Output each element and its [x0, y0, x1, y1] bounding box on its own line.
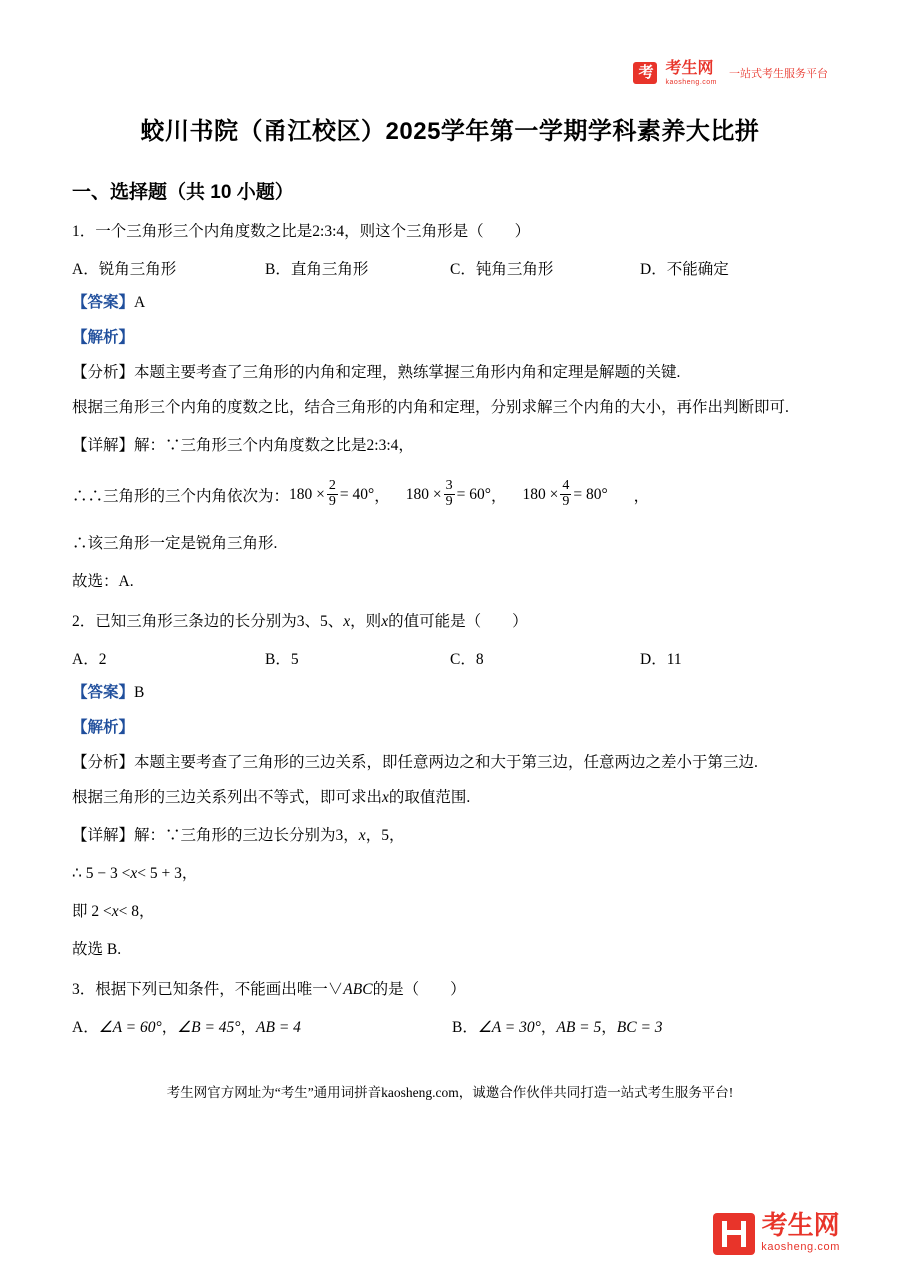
q3-optA-2: ∠B = 45° [177, 1019, 241, 1037]
q2-stem-part-a: 2．已知三角形三条边的长分别为 [72, 613, 297, 631]
q1-calc1-sep: ， [374, 488, 390, 506]
q3-optA-1: ∠A = 60° [98, 1019, 162, 1037]
logo-text [665, 61, 717, 86]
q3-optA-3: AB = 4 [256, 1019, 301, 1037]
q2-analysis-tag-line [72, 716, 828, 740]
question-2-stem [72, 610, 828, 635]
q1-fenxi-line [72, 361, 828, 385]
q1-fenxi-line-2: 根据三角形三个内角的度数之比，结合三角形的内角和定理，分别求解三个内角的大小，再作出判断即可. [72, 399, 789, 417]
q3-option-a[interactable] [72, 1015, 452, 1037]
q3-optB-s1: ， [540, 1019, 557, 1037]
q1-xiangjie-line [72, 434, 828, 458]
q2-vals-x: x [358, 827, 366, 845]
q3-optB-2: AB = 5 [556, 1019, 602, 1037]
q2-ineq1-b: < 5 + 3， [137, 865, 198, 883]
q1-calculation-row [72, 480, 828, 510]
q3-stem-part-b: 的是（ ） [372, 981, 466, 999]
q3-option-b[interactable] [452, 1015, 663, 1037]
q3-triangle-symbol: ∨ [327, 981, 344, 999]
q2-option-a[interactable]: A．2 [72, 651, 107, 669]
logo-glyph: 考 [638, 63, 653, 81]
question-2-options [72, 647, 828, 669]
q1-fenxi-tag: 【分析】 [72, 364, 135, 382]
q1-calc3-den: 9 [562, 493, 570, 509]
q2-analysis-tag: 【解析】 [72, 719, 135, 737]
q1-xiangjie-comma: ， [398, 437, 414, 455]
q1-option-d[interactable]: D．不能确定 [640, 260, 729, 278]
section-heading: 一、选择题（共 10 小题） [72, 182, 294, 204]
q1-option-a[interactable]: A．锐角三角形 [72, 260, 177, 278]
logo-slogan: 一站式考生服务平台 [729, 68, 828, 80]
footer-logo-name-en: kaosheng.com [761, 1241, 840, 1253]
question-3-stem [72, 978, 828, 1003]
q1-conclusion: ∴该三角形一定是锐角三角形. [72, 535, 278, 553]
footer-logo-stem [741, 1221, 746, 1247]
q3-optB-label: B． [452, 1019, 478, 1037]
q2-ineq2-a: 即 2 < [72, 903, 112, 921]
q2-answer-tag: 【答案】 [72, 684, 135, 702]
q1-answer-tag: 【答案】 [72, 293, 135, 311]
q2-option-b[interactable]: B．5 [265, 651, 299, 669]
q2-fenxi-text: 本题主要考查了三角形的三边关系，即任意两边之和大于第三边，任意两边之差小于第三边. [134, 754, 758, 772]
q1-answer-line [72, 291, 828, 315]
q2-stem-x2: x [381, 613, 389, 631]
q1-option-c[interactable]: C．钝角三角形 [450, 260, 554, 278]
q1-xiangjie-tag: 【详解】 [72, 437, 135, 455]
q1-calc1-num: 2 [328, 478, 336, 494]
logo-name-cn: 考生网 [665, 59, 714, 77]
q1-choose: 故选：A. [72, 573, 134, 591]
q1-stem-part-a: 1．一个三角形三个内角度数之比是 [72, 223, 313, 241]
q2-fenxi-line [72, 751, 828, 775]
q1-calc2-fraction [444, 479, 455, 509]
q2-vals-b: ，5， [365, 827, 405, 845]
q3-optB-1: ∠A = 30° [477, 1019, 541, 1037]
q1-calc-2 [406, 480, 491, 510]
q2-ineq1-x: x [130, 865, 138, 883]
q2-stem-part-b: 3、5、 [296, 613, 344, 631]
q1-calc-1 [289, 480, 374, 510]
q1-calc1-a: 180 × [289, 485, 325, 503]
q1-calc3-b: = 80° [573, 485, 608, 503]
logo-name-en: kaosheng.com [665, 78, 717, 86]
footer-logo-mark-icon [713, 1213, 755, 1255]
q1-calc1-b: = 40° [339, 485, 375, 503]
q2-answer-value: B [134, 684, 145, 702]
q3-optA-s2: ， [240, 1019, 257, 1037]
q1-calc-3 [522, 480, 607, 510]
q1-calc3-fraction [560, 479, 571, 509]
q1-calc1-den: 9 [328, 493, 336, 509]
q3-abc: ABC [343, 981, 373, 999]
q2-choose: 故选 B. [72, 941, 122, 959]
q1-stem-part-b: ，则这个三角形是（ ） [344, 223, 531, 241]
page-title: 蛟川书院（甬江校区）2025学年第一学期学科素养大比拼 [140, 118, 760, 145]
q1-xiangjie-lead: 解：∵三角形三个内角度数之比是 [134, 437, 367, 455]
q1-calc2-b: = 60° [456, 485, 491, 503]
q3-optB-s2: ， [601, 1019, 617, 1037]
q2-stem-x: x [343, 613, 351, 631]
page-header [72, 0, 828, 90]
footer-logo [713, 1212, 840, 1255]
q2-vals-a: 3， [335, 827, 359, 845]
logo-mark-icon [633, 62, 657, 84]
footer-logo-text [761, 1212, 840, 1255]
q2-fenxi2-b: 的取值范围. [388, 789, 471, 807]
q3-optA-s1: ， [161, 1019, 178, 1037]
footer-logo-name-cn: 考生网 [761, 1210, 840, 1240]
q2-fenxi2-x: x [382, 789, 389, 807]
q2-answer-line [72, 681, 828, 705]
q1-concl-lead: ∴∴三角形的三个内角依次为： [72, 488, 290, 506]
q1-xiangjie-ratio: 2:3:4 [366, 437, 399, 455]
q2-xiangjie-tag: 【详解】 [72, 827, 135, 845]
q2-inequality-2 [72, 900, 828, 924]
q2-fenxi-tag: 【分析】 [72, 754, 135, 772]
q3-optA-label: A． [72, 1019, 99, 1037]
q2-stem-part-c: ，则 [350, 613, 382, 631]
q1-calc2-den: 9 [445, 493, 453, 509]
q3-optB-3: BC = 3 [616, 1019, 663, 1037]
q2-fenxi2-a: 根据三角形的三边关系列出不等式，即可求出 [72, 789, 383, 807]
q2-inequality-1 [72, 862, 828, 886]
q1-option-b[interactable]: B．直角三角形 [265, 260, 369, 278]
q2-option-d[interactable]: D．11 [640, 651, 682, 669]
q2-ineq2-x: x [111, 903, 119, 921]
q2-option-c[interactable]: C．8 [450, 651, 484, 669]
question-1-stem [72, 220, 828, 245]
q2-fenxi-line-2 [72, 786, 828, 810]
q2-ineq1-a: ∴ 5 − 3 < [72, 865, 131, 883]
q1-analysis-tag-line [72, 326, 828, 350]
q1-ratio: 2:3:4 [312, 223, 345, 241]
q2-xiangjie-line [72, 824, 828, 848]
q1-fenxi-text: 本题主要考查了三角形的内角和定理，熟练掌握三角形内角和定理是解题的关键. [134, 364, 681, 382]
q1-calc3-a: 180 × [522, 485, 559, 503]
q3-stem-part-a: 3．根据下列已知条件，不能画出唯一 [72, 981, 328, 999]
question-3-options [72, 1015, 828, 1037]
q1-calc3-sep: ， [633, 488, 650, 506]
q2-ineq2-b: < 8， [118, 903, 155, 921]
q1-calc3-num: 4 [562, 478, 570, 494]
q1-calc2-num: 3 [445, 478, 453, 494]
q2-stem-part-d: 的值可能是（ ） [388, 613, 528, 631]
q1-calc1-fraction [327, 479, 338, 509]
q1-analysis-tag: 【解析】 [72, 329, 135, 346]
site-logo [633, 61, 828, 86]
q1-answer-value: A [134, 293, 146, 311]
question-1-options [72, 257, 828, 279]
q1-calc2-sep: ， [490, 488, 507, 506]
footer-note: 考生网官方网址为“考生”通用词拼音kaosheng.com，诚邀合作伙伴共同打造一站式考生服务平台! [166, 1085, 734, 1101]
q1-calc2-a: 180 × [405, 485, 442, 503]
q2-xiangjie-lead: 解：∵三角形的三边长分别为 [134, 827, 336, 845]
